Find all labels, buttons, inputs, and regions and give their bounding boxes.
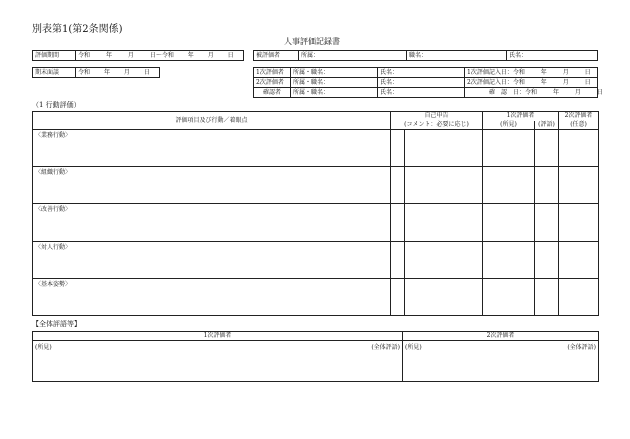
section-overall-title: 【全体評語等】 (32, 320, 81, 328)
first-view-cell[interactable] (483, 167, 535, 204)
evaluator-date-year: 年 (540, 68, 547, 76)
second-cell[interactable] (559, 130, 599, 167)
period-day1: 日～令和 (149, 51, 174, 59)
evaluator-date-month: 月 (562, 78, 569, 86)
interview-day: 日 (143, 68, 150, 76)
col-self-header: 自己申告 (391, 112, 483, 121)
period-value[interactable] (76, 51, 244, 61)
evaluator-name[interactable]: 氏名： (378, 88, 465, 98)
table-row (33, 130, 599, 167)
overall-second-rating[interactable]: (全体評語) (559, 341, 599, 382)
evaluator-date-month: 月 (574, 88, 581, 96)
page-title: 人事評価記録書 (284, 37, 340, 46)
overall-first-view[interactable]: (所見) (33, 341, 363, 382)
overall-evaluation-table (32, 331, 599, 382)
evaluatee-label: 被評価者 (254, 51, 299, 61)
evaluator-date[interactable] (465, 68, 598, 78)
self-comment-cell[interactable] (405, 130, 483, 167)
self-comment-cell[interactable] (405, 241, 483, 278)
period-year2: 年 (187, 51, 194, 59)
evaluator-date-label: 1次評価記入日：令和 (467, 68, 525, 76)
evaluator-date-month: 月 (562, 68, 569, 76)
item-business: 〈業務行動〉 (33, 130, 391, 167)
evaluator-row-second (254, 78, 598, 88)
evaluatee-name[interactable]: 氏名： (507, 51, 598, 61)
second-cell[interactable] (559, 167, 599, 204)
period-label: 評価期間 (33, 51, 76, 61)
evaluator-date-day: 日 (596, 88, 603, 96)
evaluator-date-day: 日 (584, 68, 591, 76)
second-cell[interactable] (559, 241, 599, 278)
col-self-subheader: (コメント：必要に応じ) (391, 121, 483, 130)
evaluator-affil[interactable]: 所属・職名： (291, 88, 378, 98)
evaluator-row-first (254, 68, 598, 78)
first-rate-cell[interactable] (535, 241, 559, 278)
col-first-header: 1次評価者 (483, 112, 559, 121)
evaluator-name[interactable]: 氏名： (378, 68, 465, 78)
evaluatee-row (253, 50, 598, 61)
period-month2: 月 (207, 51, 214, 59)
evaluator-row-confirm (254, 88, 598, 98)
evaluator-name[interactable]: 氏名： (378, 78, 465, 88)
overall-second-header: 2次評価者 (403, 332, 599, 341)
first-view-cell[interactable] (483, 241, 535, 278)
document-label: 別表第1(第2条関係) (32, 24, 123, 35)
self-mark-cell[interactable] (391, 278, 405, 315)
interview-label: 期末面談 (33, 68, 76, 78)
col-first-rate: (評語) (535, 121, 559, 130)
second-cell[interactable] (559, 204, 599, 241)
first-rate-cell[interactable] (535, 167, 559, 204)
evaluation-period-row (32, 50, 244, 61)
period-month1: 月 (127, 51, 134, 59)
overall-first-rating[interactable]: (全体評語) (363, 341, 403, 382)
self-comment-cell[interactable] (405, 167, 483, 204)
evaluator-date[interactable] (465, 78, 598, 88)
evaluator-date-year: 年 (540, 78, 547, 86)
interview-month: 月 (123, 68, 130, 76)
first-view-cell[interactable] (483, 204, 535, 241)
evaluatee-affiliation[interactable]: 所属： (299, 51, 407, 61)
interview-row (32, 67, 160, 78)
table-row (33, 167, 599, 204)
section-behavior-title: （1 行動評価） (32, 101, 81, 109)
period-day2: 日 (227, 51, 234, 59)
col-second-subheader: (任意) (559, 121, 599, 130)
evaluatee-post[interactable]: 職名： (407, 51, 507, 61)
self-mark-cell[interactable] (391, 241, 405, 278)
self-mark-cell[interactable] (391, 130, 405, 167)
evaluator-date-label: 2次評価記入日：令和 (467, 78, 525, 86)
evaluators-table (253, 67, 603, 98)
period-year1: 年 (105, 51, 112, 59)
evaluator-date-year: 年 (552, 88, 559, 96)
evaluator-role: 1次評価者 (254, 68, 291, 78)
evaluator-date[interactable] (465, 88, 603, 98)
col-second-header: 2次評価者 (559, 112, 599, 121)
evaluator-role: 確認者 (254, 88, 291, 98)
item-interpersonal: 〈対人行動〉 (33, 241, 391, 278)
first-rate-cell[interactable] (535, 204, 559, 241)
self-mark-cell[interactable] (391, 204, 405, 241)
interview-era: 令和 (78, 68, 91, 76)
interview-year: 年 (103, 68, 110, 76)
self-mark-cell[interactable] (391, 167, 405, 204)
col-first-view: (所見) (483, 121, 535, 130)
first-rate-cell[interactable] (535, 278, 559, 315)
evaluator-affil[interactable]: 所属・職名： (291, 78, 378, 88)
second-cell[interactable] (559, 278, 599, 315)
col-items-header: 評価項目及び行動／着眼点 (33, 112, 391, 130)
interview-value[interactable] (76, 68, 160, 78)
evaluator-date-label: 確 認 日：令和 (489, 88, 538, 96)
behavior-evaluation-table (32, 111, 599, 316)
table-row (33, 278, 599, 315)
item-organization: 〈組織行動〉 (33, 167, 391, 204)
self-comment-cell[interactable] (405, 204, 483, 241)
self-comment-cell[interactable] (405, 278, 483, 315)
item-improvement: 〈改善行動〉 (33, 204, 391, 241)
first-view-cell[interactable] (483, 130, 535, 167)
table-row (33, 204, 599, 241)
evaluator-date-day: 日 (584, 78, 591, 86)
first-view-cell[interactable] (483, 278, 535, 315)
evaluator-role: 2次評価者 (254, 78, 291, 88)
first-rate-cell[interactable] (535, 130, 559, 167)
overall-first-header: 1次評価者 (33, 332, 403, 341)
table-row (33, 241, 599, 278)
overall-second-view[interactable]: (所見) (403, 341, 559, 382)
item-basic-attitude: 〈基本姿勢〉 (33, 278, 391, 315)
period-era1: 令和 (78, 51, 91, 59)
evaluator-affil[interactable]: 所属・職名： (291, 68, 378, 78)
